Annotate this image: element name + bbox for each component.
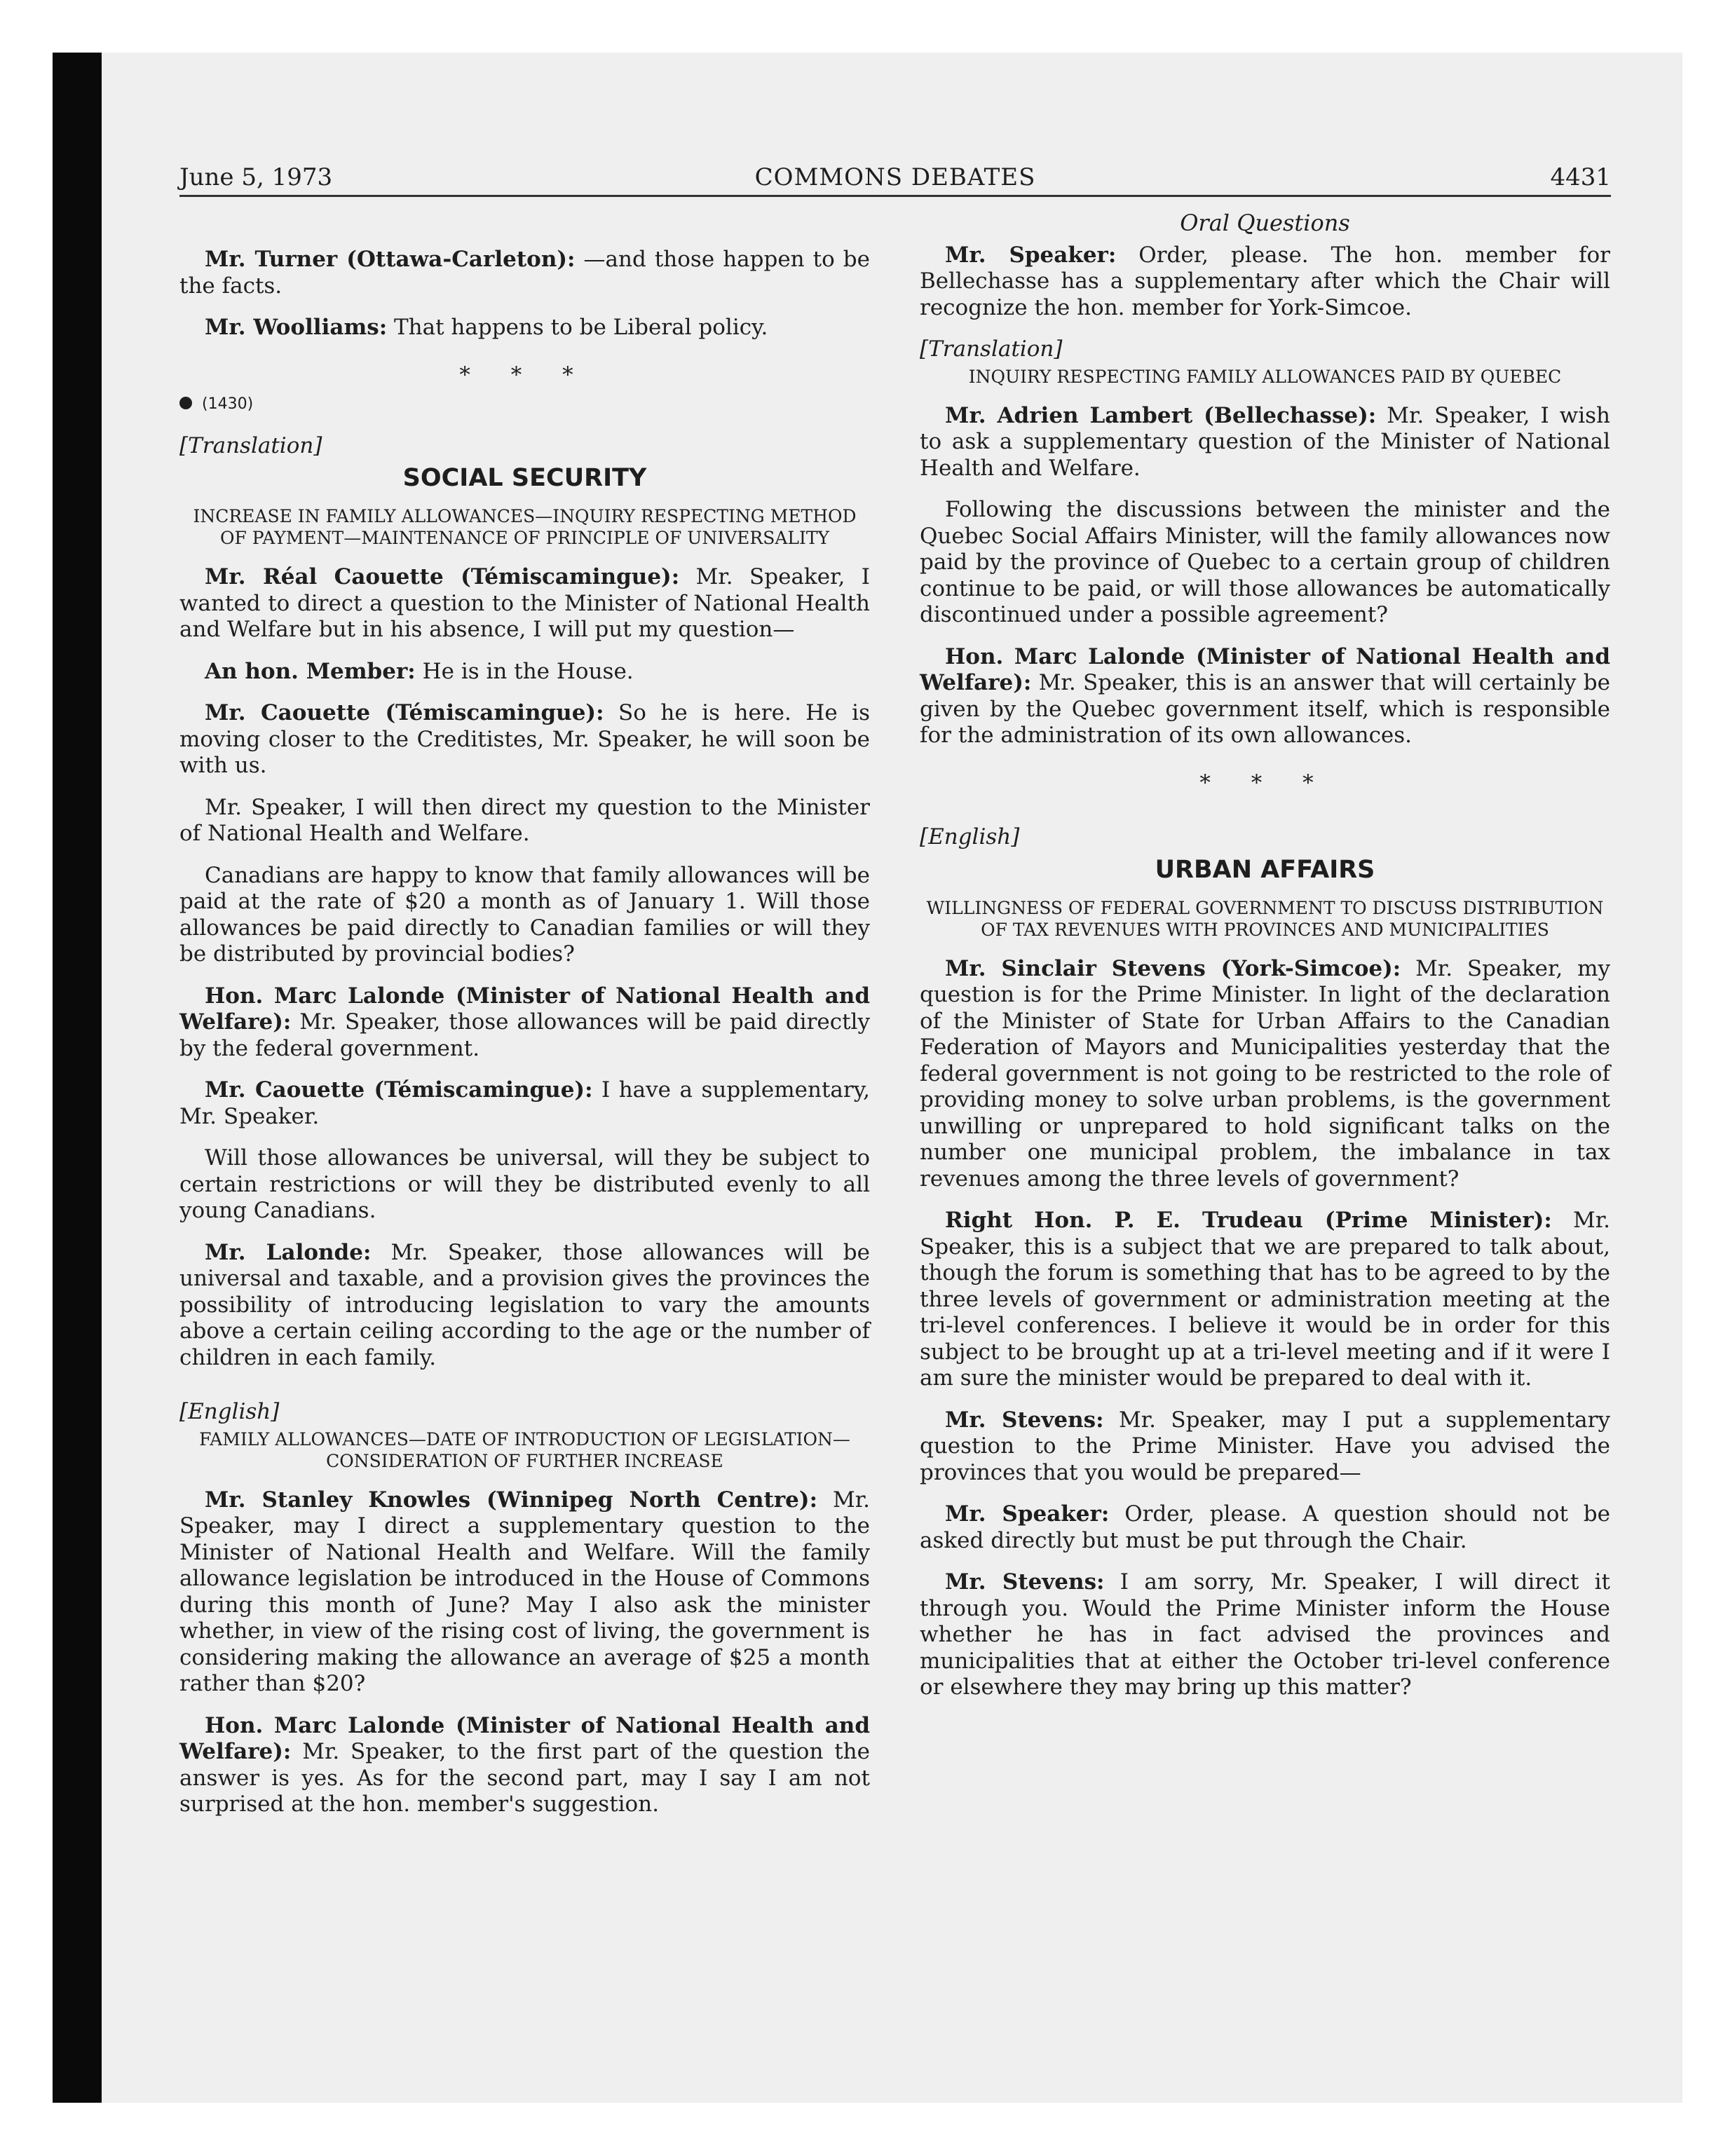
speaker-name: An hon. Member: [205,658,416,684]
speaker-name: Mr. Lalonde: [205,1239,372,1265]
running-section-title: Oral Questions [1180,210,1350,236]
paragraph [920,243,1610,322]
speaker-name: Mr. Réal Caouette (Témiscamingue): [205,564,680,589]
speaker-name: Mr. Sinclair Stevens (York-Simcoe): [945,955,1401,981]
translation-note: [English] [920,824,1020,850]
paragraph [179,564,870,643]
translation-note: [Translation] [920,336,1063,362]
paragraph: Will those allowances be universal, will they be subject to certain restrictions or will they be distributed evenly to all young Canadians. [179,1145,870,1223]
paragraph [179,315,870,341]
section-separator: * * * [1199,770,1331,796]
paragraph: Mr. Speaker, I will then direct my question to the Minister of National Health and Welfare. [179,794,870,846]
speech-text: That happens to be Liberal policy. [387,315,768,340]
paragraph [920,1208,1610,1392]
paragraph: Canadians are happy to know that family allowances will be paid at the rate of $20 a month as of January 1. Will those allowances be paid directly to Canadian families or will they be distributed by provincial bodies? [179,862,870,967]
speech-text: Mr. Speaker, may I direct a supplementary question to the Minister of National Health and Welfare. Will the family allowance legislation be introduced in the House of Commons during this month of June? May I also ask the minister whether, in view of the rising cost of living, the government is considering making the allowance an average of $25 a month rather than $20? [179,1487,870,1696]
speaker-name: Hon. Marc Lalonde (Minister of National Health and Welfare): [179,983,870,1035]
section-subheading: FAMILY ALLOWANCES—DATE OF INTRODUCTION OF LEGISLATION—CONSIDERATION OF FURTHER INCREASE [199,1428,850,1471]
speaker-name: Mr. Woolliams: [205,315,388,340]
paragraph [179,247,870,299]
paragraph [920,956,1610,1193]
speech-text: Mr. Speaker, to the first part of the question the answer is yes. As for the second part, may I say I am not surprised at the hon. member's suggestion. [179,1739,870,1817]
section-subheading: INCREASE IN FAMILY ALLOWANCES—INQUIRY RESPECTING METHOD OF PAYMENT—MAINTENANCE OF PRINCIPLE OF UNIVERSALITY [193,506,857,548]
right-column [920,210,1610,1701]
speech-text: —and those happen to be the facts. [179,247,870,299]
speech-text: I have a supplementary, Mr. Speaker. [179,1077,870,1129]
speaker-name: Mr. Turner (Ottawa-Carleton): [205,247,576,272]
header-page-number: 4431 [1550,163,1611,191]
speaker-name: Mr. Stevens: [945,1407,1104,1433]
paragraph [179,1713,870,1818]
speech-text: Mr. Speaker, this is an answer that will certainly be given by the Quebec government itself, which is responsible for the administration of its own allowances. [920,670,1610,748]
speech-text: Mr. Speaker, may I put a supplementary question to the Prime Minister. Have you advised the provinces that you would be prepared— [920,1407,1610,1485]
speaker-name: Mr. Adrien Lambert (Bellechasse): [945,402,1377,428]
speech-text: Mr. Speaker, I wish to ask a supplementary question of the Minister of National Health and Welfare. [920,402,1610,481]
speech-text: Order, please. The hon. member for Bellechasse has a supplementary after which the Chair will recognize the hon. member for York-Simcoe. [920,242,1610,320]
speech-text: So he is here. He is moving closer to the Creditistes, Mr. Speaker, he will soon be with us. [179,700,870,778]
speaker-name: Hon. Marc Lalonde (Minister of National Health and Welfare): [179,1712,870,1764]
speech-text: Mr. Speaker, I wanted to direct a question to the Minister of National Health and Welfare but in his absence, I will put my question— [179,564,870,642]
section-subheading: WILLINGNESS OF FEDERAL GOVERNMENT TO DISCUSS DISTRIBUTION OF TAX REVENUES WITH PROVINCES AND MUNICIPALITIES [926,897,1604,940]
section-separator: * * * [459,362,590,388]
section-subheading: INQUIRY RESPECTING FAMILY ALLOWANCES PAID BY QUEBEC [968,366,1562,387]
paragraph [179,1077,870,1130]
left-column [179,247,870,1818]
bullet-icon [179,397,192,409]
speech-text: Mr. Speaker, this is a subject that we are prepared to talk about, though the forum is something that has to be agreed to by the three levels of government or administration meeting at the tri-level conferences. I believe it would be in order for this subject to be brought up at a tri-level meeting and if it were I am sure the minister would be prepared to deal with it. [920,1208,1610,1391]
paragraph [179,700,870,779]
section-heading: SOCIAL SECURITY [402,464,647,492]
section-heading: URBAN AFFAIRS [1155,855,1375,884]
speaker-name: Hon. Marc Lalonde (Minister of National Health and Welfare): [920,643,1610,695]
speaker-name: Mr. Speaker: [945,1501,1110,1527]
speaker-name: Mr. Caouette (Témiscamingue): [205,1077,593,1103]
speaker-name: Mr. Speaker: [945,242,1117,268]
paragraph [920,403,1610,482]
speech-text: Mr. Speaker, my question is for the Prime Minister. In light of the declaration of the Minister of State for Urban Affairs to the Canadian Federation of Mayors and Municipalities yesterday that the federal government is not going to be restricted to the role of providing money to solve urban problems, is the government unwilling or unprepared to hold significant talks on the number one municipal problem, the imbalance in tax revenues among the three levels of government? [920,955,1610,1192]
page-header [179,160,1611,197]
speech-text: I am sorry, Mr. Speaker, I will direct it through you. Would the Prime Minister inform the House whether he has in fact advised the provinces and municipalities that at either the October tri-level conference or elsewhere they may bring up this matter? [920,1569,1610,1700]
speech-text: He is in the House. [415,658,634,684]
paragraph [179,983,870,1063]
speaker-name: Mr. Caouette (Témiscamingue): [205,700,604,725]
speech-text: Order, please. A question should not be asked directly but must be put through the Chair. [920,1501,1610,1553]
paragraph [179,1240,870,1372]
paragraph: Following the discussions between the minister and the Quebec Social Affairs Minister, will the family allowances now paid by the province of Quebec to a certain group of children continue to be paid, or will those allowances be automatically discontinued under a possible agreement? [920,497,1610,627]
scan-edge-bar [53,53,102,2103]
speech-text: Mr. Speaker, those allowances will be paid directly by the federal government. [179,1009,870,1061]
translation-note: [English] [179,1399,280,1424]
paragraph [920,1501,1610,1554]
paragraph [920,1569,1610,1701]
paragraph [920,644,1610,749]
translation-note: [Translation] [179,432,322,458]
speaker-name: Mr. Stanley Knowles (Winnipeg North Centre): [205,1487,818,1513]
speaker-name: Mr. Stevens: [945,1569,1105,1595]
paragraph [179,1487,870,1698]
speech-text: Mr. Speaker, those allowances will be universal and taxable, and a provision gives the provinces the possibility of introducing legislation to vary the amounts above a certain ceiling according to the age or the number of children in each family. [179,1239,870,1370]
speaker-name: Right Hon. P. E. Trudeau (Prime Minister): [945,1208,1552,1233]
paragraph [179,659,870,685]
paragraph [920,1407,1610,1487]
time-marker-text: (1430) [202,395,254,413]
header-date: June 5, 1973 [179,163,333,191]
header-title: COMMONS DEBATES [754,163,1036,191]
time-marker [179,391,870,418]
